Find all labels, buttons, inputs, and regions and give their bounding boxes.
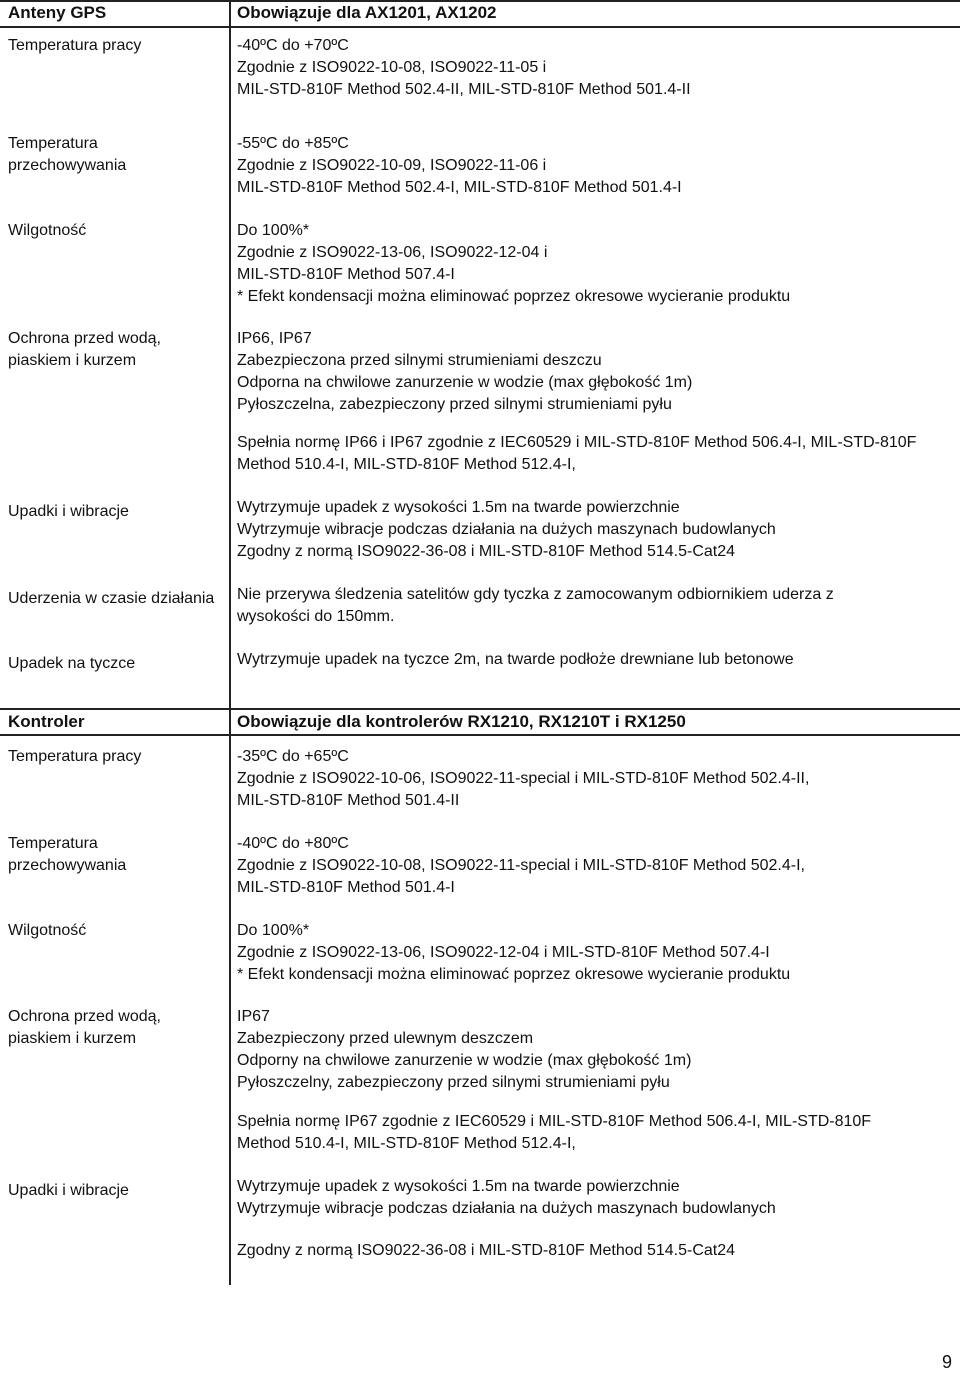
row-label: Upadek na tyczce bbox=[8, 655, 136, 672]
ctrl-header-top-rule bbox=[0, 708, 960, 710]
spec-line: Zgodnie z ISO9022-10-06, ISO9022-11-special i MIL-STD-810F Method 502.4-II, bbox=[237, 770, 810, 787]
spec-line: Odporna na chwilowe zanurzenie w wodzie (max głębokość 1m) bbox=[237, 374, 693, 391]
row-label: Wilgotność bbox=[8, 922, 87, 939]
spec-line: Wytrzymuje upadek z wysokości 1.5m na twarde powierzchnie bbox=[237, 1178, 680, 1195]
spec-line: Nie przerywa śledzenia satelitów gdy tyczka z zamocowanym odbiornikiem uderza z bbox=[237, 586, 834, 603]
row-label: Temperatura pracy bbox=[8, 37, 142, 54]
spec-line: -55ºC do +85ºC bbox=[237, 135, 349, 152]
spec-line: IP67 bbox=[237, 1008, 270, 1025]
spec-norm-line: Spełnia normę IP67 zgodnie z IEC60529 i MIL-STD-810F Method 506.4-I, MIL-STD-810F bbox=[237, 1113, 872, 1130]
spec-line: -35ºC do +65ºC bbox=[237, 748, 349, 765]
row-label: Temperatura pracy bbox=[8, 748, 142, 765]
spec-line: MIL-STD-810F Method 501.4-I bbox=[237, 879, 455, 896]
row-label: Ochrona przed wodą, bbox=[8, 330, 161, 347]
spec-line: Zabezpieczony przed ulewnym deszczem bbox=[237, 1030, 534, 1047]
spec-norm-line: Method 510.4-I, MIL-STD-810F Method 512.4-I, bbox=[237, 1135, 576, 1152]
row-label: piaskiem i kurzem bbox=[8, 352, 137, 369]
spec-line: Zgodny z normą ISO9022-36-08 i MIL-STD-810F Method 514.5-Cat24 bbox=[237, 543, 736, 560]
spec-line: Zgodnie z ISO9022-10-09, ISO9022-11-06 i bbox=[237, 157, 547, 174]
spec-line: Wytrzymuje wibracje podczas działania na dużych maszynach budowlanych bbox=[237, 521, 776, 538]
row-label: przechowywania bbox=[8, 157, 127, 174]
spec-line: Do 100%* bbox=[237, 222, 310, 239]
spec-line: -40ºC do +70ºC bbox=[237, 37, 349, 54]
gps-applies-to: Obowiązuje dla AX1201, AX1202 bbox=[237, 3, 497, 22]
row-label: Temperatura bbox=[8, 835, 98, 852]
spec-line: Do 100%* bbox=[237, 922, 310, 939]
gps-section-heading: Anteny GPS bbox=[8, 3, 107, 22]
spec-line: Zgodnie z ISO9022-13-06, ISO9022-12-04 i MIL-STD-810F Method 507.4-I bbox=[237, 944, 770, 961]
gps-header-bottom-rule bbox=[0, 26, 960, 28]
spec-footnote: * Efekt kondensacji można eliminować poprzez okresowe wycieranie produktu bbox=[237, 288, 791, 305]
row-label: Ochrona przed wodą, bbox=[8, 1008, 161, 1025]
ctrl-section-heading: Kontroler bbox=[8, 712, 85, 731]
spec-line: Odporny na chwilowe zanurzenie w wodzie (max głębokość 1m) bbox=[237, 1052, 692, 1069]
row-label: przechowywania bbox=[8, 857, 127, 874]
spec-line: MIL-STD-810F Method 501.4-II bbox=[237, 792, 460, 809]
gps-column-divider bbox=[229, 0, 231, 710]
spec-line: Zgodny z normą ISO9022-36-08 i MIL-STD-810F Method 514.5-Cat24 bbox=[237, 1242, 736, 1259]
spec-line: Wytrzymuje upadek na tyczce 2m, na twarde podłoże drewniane lub betonowe bbox=[237, 651, 794, 668]
spec-line: Zgodnie z ISO9022-13-06, ISO9022-12-04 i bbox=[237, 244, 548, 261]
spec-line: MIL-STD-810F Method 502.4-II, MIL-STD-810F Method 501.4-II bbox=[237, 81, 691, 98]
spec-line: MIL-STD-810F Method 502.4-I, MIL-STD-810F Method 501.4-I bbox=[237, 179, 682, 196]
spec-norm-line: Method 510.4-I, MIL-STD-810F Method 512.4-I, bbox=[237, 456, 576, 473]
spec-line: MIL-STD-810F Method 507.4-I bbox=[237, 266, 455, 283]
spec-norm-line: Spełnia normę IP66 i IP67 zgodnie z IEC60529 i MIL-STD-810F Method 506.4-I, MIL-STD-810F bbox=[237, 434, 917, 451]
spec-line: Zgodnie z ISO9022-10-08, ISO9022-11-special i MIL-STD-810F Method 502.4-I, bbox=[237, 857, 805, 874]
page-number: 9 bbox=[941, 1352, 952, 1372]
ctrl-header-bottom-rule bbox=[0, 734, 960, 736]
spec-line: Wytrzymuje upadek z wysokości 1.5m na twarde powierzchnie bbox=[237, 499, 680, 516]
row-label: Upadki i wibracje bbox=[8, 503, 129, 520]
row-label: Wilgotność bbox=[8, 222, 87, 239]
spec-line: Pyłoszczelny, zabezpieczony przed silnymi strumieniami pyłu bbox=[237, 1074, 670, 1091]
spec-line: -40ºC do +80ºC bbox=[237, 835, 349, 852]
spec-line: Pyłoszczelna, zabezpieczony przed silnymi strumieniami pyłu bbox=[237, 396, 672, 413]
spec-line: Zgodnie z ISO9022-10-08, ISO9022-11-05 i bbox=[237, 59, 547, 76]
row-label: Uderzenia w czasie działania bbox=[8, 590, 215, 607]
spec-line: Zabezpieczona przed silnymi strumieniami deszczu bbox=[237, 352, 602, 369]
row-label: Temperatura bbox=[8, 135, 98, 152]
spec-footnote: * Efekt kondensacji można eliminować poprzez okresowe wycieranie produktu bbox=[237, 966, 791, 983]
spec-line: wysokości do 150mm. bbox=[237, 608, 395, 625]
ctrl-column-divider bbox=[229, 708, 231, 1285]
spec-line: IP66, IP67 bbox=[237, 330, 312, 347]
ctrl-applies-to: Obowiązuje dla kontrolerów RX1210, RX1210T i RX1250 bbox=[237, 712, 686, 731]
row-label: Upadki i wibracje bbox=[8, 1182, 129, 1199]
row-label: piaskiem i kurzem bbox=[8, 1030, 137, 1047]
spec-line: Wytrzymuje wibracje podczas działania na dużych maszynach budowlanych bbox=[237, 1200, 776, 1217]
